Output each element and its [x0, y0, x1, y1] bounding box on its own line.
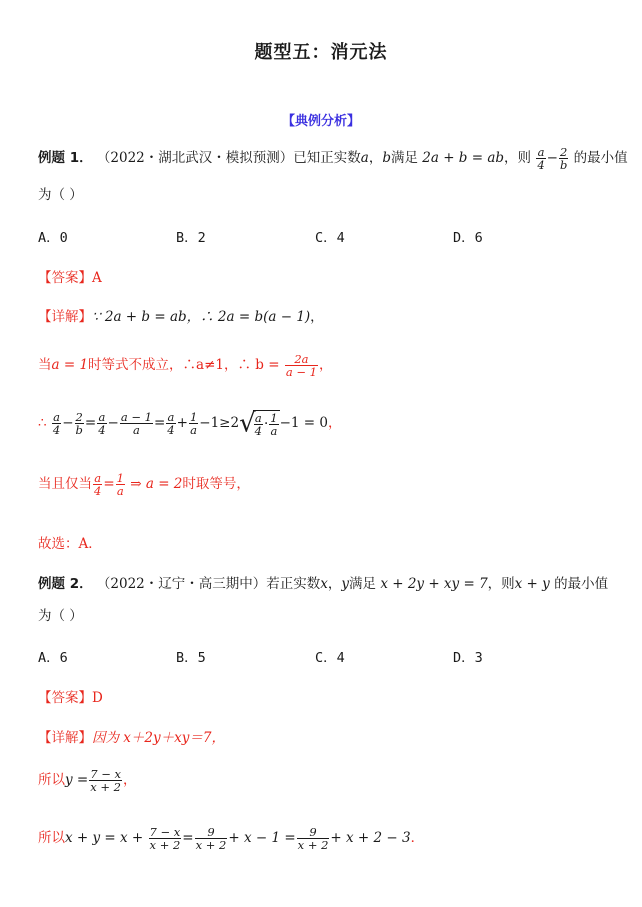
example2-option-d: D．3: [453, 650, 483, 666]
example2-label: 例题 2．: [38, 576, 93, 592]
frac: $\frac{a}{4}$: [167, 410, 175, 438]
punct: ．: [410, 830, 425, 847]
op: −: [107, 415, 119, 432]
frac: $\frac{2}{b}$: [75, 410, 83, 438]
punct: ，: [122, 772, 137, 789]
example2-question-line1: [38, 572, 608, 592]
answer-tag: 【答案】: [38, 690, 92, 706]
example1-option-a: A．0: [38, 230, 68, 246]
then-text: ，则: [504, 150, 532, 167]
op: + x + 2 − 3: [330, 830, 411, 847]
answer-tag: 【答案】: [38, 270, 92, 286]
y-equals: y =: [65, 772, 89, 789]
example1-option-d: D．6: [453, 230, 483, 246]
punct: ，: [318, 357, 333, 374]
punct: ，: [328, 415, 342, 432]
op: =: [182, 830, 194, 847]
frac: $\frac{a}{4}$: [98, 410, 106, 438]
example1-label: 例题 1．: [38, 150, 93, 167]
condition-text: 满足: [390, 150, 418, 167]
frac: $\frac{9}{x + 2}$: [297, 825, 329, 853]
example1-option-b: B．2: [176, 230, 206, 246]
step1-therefore: ，∴ 2a = b(a − 1): [186, 309, 311, 325]
then-text: ，则: [487, 576, 515, 592]
equality-text: 时取等号，: [182, 476, 250, 493]
condition-text: 满足: [349, 576, 377, 592]
frac: $\frac{a}{4}$: [94, 471, 102, 499]
fraction-a-over-4: $\frac{a}{4}$: [537, 145, 545, 173]
op: −1 = 0: [279, 415, 328, 432]
op: =: [84, 415, 97, 432]
var-a: a: [360, 150, 369, 167]
fraction-2a-over-a-minus-1: $\frac{2a}{a - 1}$: [285, 352, 317, 380]
step1-because: ∵ 2a + b = ab: [92, 309, 187, 325]
op: −1≥2: [199, 415, 240, 432]
example1-question-line2: 为（ ）: [38, 187, 83, 203]
example2-option-a: A．6: [38, 650, 68, 666]
op: =: [103, 476, 115, 493]
example1-detail-step2: [38, 353, 332, 378]
answer-value: A: [92, 270, 102, 286]
frac: $\frac{9}{x + 2}$: [195, 825, 227, 853]
op: −: [62, 415, 74, 432]
page-title: 题型五：消元法: [254, 42, 388, 63]
example1-answer: [38, 266, 102, 286]
step2-text: 时等式不成立，∴a≠1，∴ b =: [88, 357, 280, 374]
implies-a-eq-2: ⇒ a = 2: [130, 476, 183, 493]
fraction-7-minus-x-over-x-plus-2: $\frac{7 - x}{x + 2}$: [90, 767, 121, 795]
example2-option-b: B．5: [176, 650, 206, 666]
step1-text: 因为 x＋2y＋xy＝7，: [92, 730, 225, 746]
example1-detail-step3: [38, 410, 342, 437]
minus-sign: −: [546, 150, 558, 167]
example1-question-line1: [38, 146, 628, 171]
var-x: x: [320, 576, 328, 592]
punct: ，: [310, 309, 324, 325]
so-text: 所以: [38, 772, 65, 789]
example1-detail-step1: [38, 305, 324, 325]
ask-text: 的最小值: [573, 150, 628, 167]
example2-source: （2022・辽宁・高三期中）若正实数: [96, 576, 321, 592]
answer-value: D: [92, 690, 103, 706]
example1-source: （2022・湖北武汉・模拟预测）已知正实数: [96, 150, 361, 167]
frac: $\frac{a}{4}$: [254, 411, 262, 439]
ask-text: 的最小值: [554, 576, 609, 592]
detail-tag: 【详解】: [38, 309, 92, 325]
example2-question-line2: 为（ ）: [38, 608, 83, 624]
var-y: y: [341, 576, 350, 592]
comma: ，: [368, 150, 383, 167]
frac: $\frac{a}{4}$: [52, 410, 61, 438]
example2-detail-step1: [38, 726, 225, 746]
example1-detail-step4: [38, 472, 250, 497]
example2-answer: [38, 686, 103, 706]
comma: ，: [327, 576, 342, 592]
example2-target: x + y: [514, 576, 550, 592]
step2-when: 当: [38, 357, 52, 374]
frac: $\frac{1}{a}$: [270, 411, 278, 439]
example1-equation: 2a + b = ab: [422, 150, 505, 167]
detail-tag: 【详解】: [38, 730, 92, 746]
iff-text: 当且仅当: [38, 476, 92, 493]
so-text: 所以: [38, 830, 65, 847]
step2-a-eq-1: a = 1: [51, 357, 89, 374]
x-plus-y: x + y = x +: [65, 830, 144, 847]
frac: $\frac{1}{a}$: [116, 471, 124, 499]
frac: $\frac{a - 1}{a}$: [120, 410, 152, 438]
op: =: [153, 415, 166, 432]
example2-detail-step3: [38, 826, 424, 851]
example2-equation: x + 2y + xy = 7: [380, 576, 488, 592]
section-heading: 【典例分析】: [281, 114, 360, 129]
example1-conclusion: 故选：A．: [38, 536, 102, 552]
fraction-2-over-b: $\frac{2}{b}$: [559, 145, 568, 173]
frac: $\frac{1}{a}$: [189, 410, 198, 438]
example2-detail-step2: [38, 768, 136, 793]
var-b: b: [382, 150, 391, 167]
op: + x − 1 =: [228, 830, 296, 847]
therefore-symbol: ∴: [38, 415, 47, 432]
example1-option-c: C．4: [315, 230, 345, 246]
square-root: √ $\frac{a}{4}$ · $\frac{1}{a}$: [239, 408, 278, 439]
example2-option-c: C．4: [315, 650, 345, 666]
frac: $\frac{7 - x}{x + 2}$: [149, 825, 181, 853]
op: +: [176, 415, 188, 432]
